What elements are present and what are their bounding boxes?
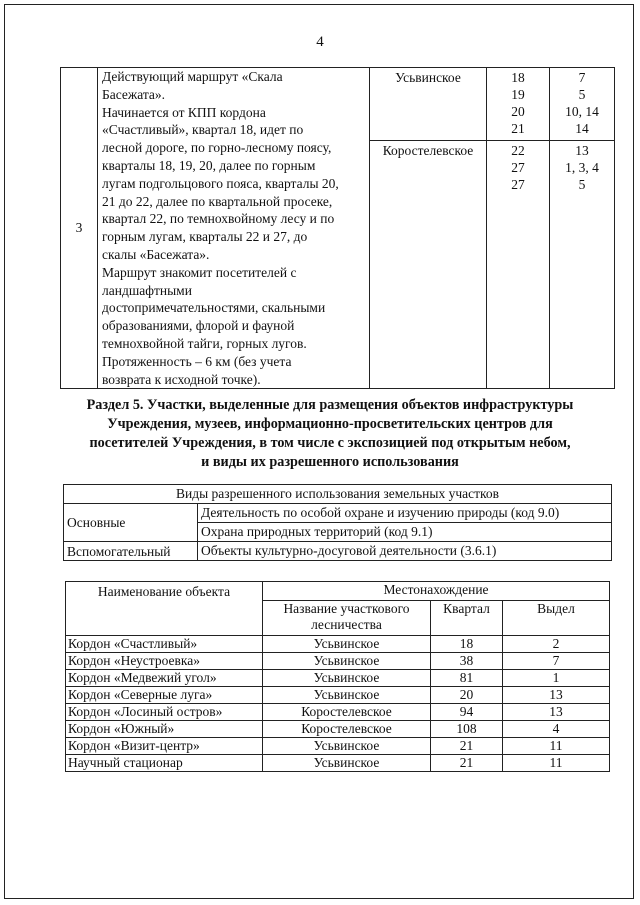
land-use-header: Виды разрешенного использования земельных участков [64,485,612,504]
route-quarter: 21 [511,121,525,136]
section-title-line: Учреждения, музеев, информационно-просветительских центров для [107,416,553,432]
table-row [66,704,610,721]
route-description-line: скалы «Басежата». [102,246,210,262]
object-allotment: 13 [503,687,610,704]
table-row [66,636,610,653]
route-quarter: 18 [511,70,525,85]
object-district: Усьвинское [263,738,431,755]
route-quarter-list [487,68,550,141]
route-quarter: 20 [511,104,525,119]
route-description-line: ландшафтными [102,282,192,298]
land-use-item: Деятельность по особой охране и изучению природы (код 9.0) [198,504,612,523]
route-description-line: квартал 22, по темнохвойному лесу и по [102,211,335,227]
objects-header-district: Название участкового лесничества [263,601,431,636]
objects-header-location: Местонахождение [263,582,610,601]
route-description-line: горным лугам, кварталы 22 и 27, до [102,229,308,245]
object-quarter: 20 [431,687,503,704]
section-5-title [70,396,590,472]
table-row [66,738,610,755]
land-use-table [63,484,612,561]
objects-table [65,581,610,772]
route-allotment-list [550,68,615,141]
object-allotment: 11 [503,738,610,755]
object-quarter: 21 [431,738,503,755]
route-description-line: лесной дороге, по горно-лесному поясу, [102,140,332,156]
objects-header-name: Наименование объекта [66,582,263,636]
table-row [64,504,612,523]
object-district: Усьвинское [263,653,431,670]
object-name: Кордон «Лосиный остров» [66,704,263,721]
route-row-district-1 [61,68,615,141]
object-allotment: 7 [503,653,610,670]
object-allotment: 2 [503,636,610,653]
object-district: Усьвинское [263,755,431,772]
route-description-line: возврата к исходной точке). [102,371,261,387]
object-name: Кордон «Визит-центр» [66,738,263,755]
object-district: Усьвинское [263,687,431,704]
object-district: Коростелевское [263,721,431,738]
object-quarter: 21 [431,755,503,772]
object-quarter: 108 [431,721,503,738]
route-quarter: 27 [511,177,525,192]
object-allotment: 13 [503,704,610,721]
land-use-category: Основные [64,504,198,542]
table-row [66,670,610,687]
table-row [66,653,610,670]
table-row [66,721,610,738]
object-name: Научный стационар [66,755,263,772]
route-description-line: Действующий маршрут «Скала [102,69,283,84]
route-district-name: Усьвинское [370,68,487,141]
route-allotment: 1, 3, 4 [565,160,599,175]
object-district: Усьвинское [263,636,431,653]
section-title-line: Раздел 5. Участки, выделенные для размещения объектов инфраструктуры [86,397,574,413]
route-quarter: 22 [511,143,525,158]
land-use-item: Охрана природных территорий (код 9.1) [198,523,612,542]
route-allotment: 5 [578,177,586,192]
route-description-line: темнохвойной тайги, горных лугов. [102,335,307,351]
page-number: 4 [316,34,324,50]
route-description-line: Начинается от КПП кордона [102,104,266,120]
route-table [60,67,615,389]
object-name: Кордон «Южный» [66,721,263,738]
route-quarter-list [487,141,550,389]
objects-header-quarter: Квартал [431,601,503,636]
land-use-item: Объекты культурно-досуговой деятельности (3.6.1) [198,542,612,561]
object-name: Кордон «Счастливый» [66,636,263,653]
object-quarter: 18 [431,636,503,653]
object-name: Кордон «Неустроевка» [66,653,263,670]
route-allotment: 10, 14 [565,104,599,119]
route-description-line: Протяженность – 6 км (без учета [102,353,292,369]
object-allotment: 1 [503,670,610,687]
land-use-category: Вспомогательный [64,542,198,561]
object-district: Коростелевское [263,704,431,721]
object-quarter: 38 [431,653,503,670]
route-description-line: Басежата». [102,86,166,102]
route-number: 3 [61,68,98,389]
route-description-line: 21 до 22, далее по квартальной просеке, [102,193,333,209]
route-description-line: Маршрут знакомит посетителей с [102,264,297,280]
object-name: Кордон «Северные луга» [66,687,263,704]
route-description-line: лугам подгольцового пояса, кварталы 20, [102,175,339,191]
section-title-line: и виды их разрешенного использования [201,454,459,470]
object-quarter: 81 [431,670,503,687]
table-row [66,755,610,772]
route-allotment: 5 [578,87,586,102]
route-description-line: образованиями, флорой и фауной [102,318,295,334]
table-row [64,542,612,561]
section-title-line: посетителей Учреждения, в том числе с экспозицией под открытым небом, [89,435,571,451]
route-quarter: 19 [511,87,525,102]
objects-header-allotment: Выдел [503,601,610,636]
route-allotment: 14 [575,121,589,136]
route-description [98,68,370,389]
table-row [66,687,610,704]
route-district-name: Коростелевское [370,141,487,389]
route-allotment-list [550,141,615,389]
route-allotment: 7 [578,70,586,85]
object-allotment: 11 [503,755,610,772]
route-allotment: 13 [575,143,589,158]
route-description-line: достопримечательностями, скальными [102,300,326,316]
object-quarter: 94 [431,704,503,721]
object-district: Усьвинское [263,670,431,687]
route-description-line: «Счастливый», квартал 18, идет по [102,122,304,138]
object-allotment: 4 [503,721,610,738]
route-description-line: кварталы 18, 19, 20, далее по горным [102,157,316,173]
object-name: Кордон «Медвежий угол» [66,670,263,687]
route-quarter: 27 [511,160,525,175]
